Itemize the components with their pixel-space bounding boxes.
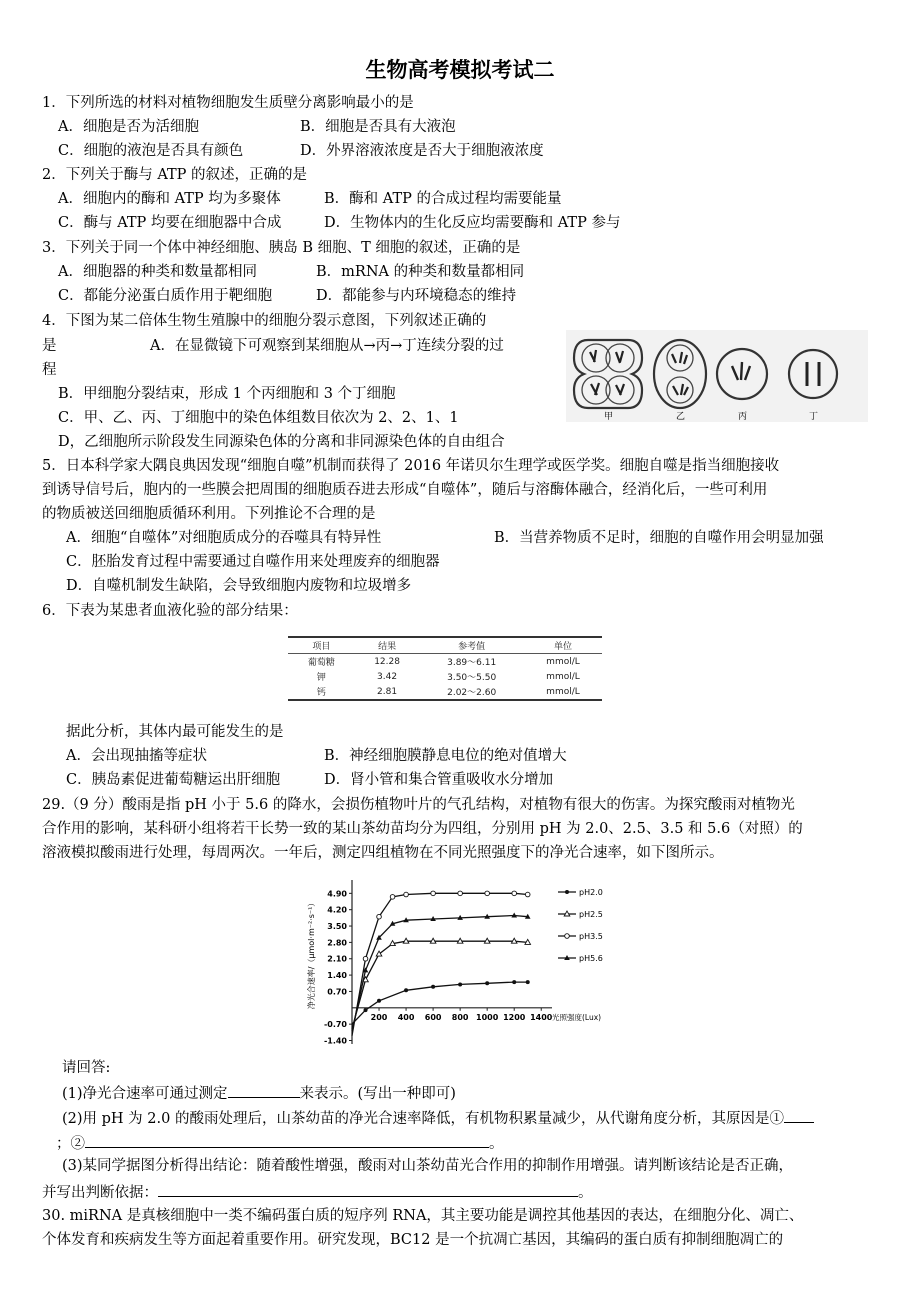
x-tick-label: 600 — [424, 1012, 442, 1022]
q2-option-d: D．生物体内的生化反应均需要酶和 ATP 参与 — [324, 215, 621, 231]
q2-option-b: B．酶和 ATP 的合成过程均需要能量 — [324, 191, 562, 207]
q5-line-3: 的物质被送回细胞质循环利用。下列推论不合理的是 — [42, 506, 376, 522]
q4-stem-cont: 是 — [42, 338, 57, 354]
x-tick-label: 1400 — [530, 1012, 553, 1022]
x-tick-label: 200 — [370, 1012, 388, 1022]
q4-option-c: C．甲、乙、丙、丁细胞中的染色体组数目依次为 2、2、1、1 — [58, 410, 459, 426]
q3-option-a: A．细胞器的种类和数量都相同 — [58, 264, 257, 280]
y-tick-label: -1.40 — [323, 1036, 347, 1046]
table-header: 项目 — [312, 642, 331, 652]
q1-stem: 1．下列所选的材料对植物细胞发生质壁分离影响最小的是 — [42, 95, 414, 111]
table-cell: 12.28 — [374, 656, 400, 667]
data-point — [404, 892, 409, 897]
label-bing: 丙 — [738, 412, 748, 422]
q1-option-c: C．细胞的液泡是否具有颜色 — [58, 143, 244, 159]
chart-legend — [558, 888, 603, 963]
q3-stem: 3．下列关于同一个体中神经细胞、胰岛 B 细胞、T 细胞的叙述，正确的是 — [42, 240, 521, 256]
blood-test-table — [288, 636, 602, 701]
net-photosynthesis-chart — [290, 870, 630, 1056]
q29-sub2-a: (2)用 pH 为 2.0 的酸雨处理后，山茶幼苗的净光合速率降低，有机物积累量减少，从代谢角度分析，其原因是① — [62, 1111, 784, 1127]
table-cell: 3.89～6.11 — [447, 658, 497, 668]
label-ding: 丁 — [809, 412, 819, 422]
q29-sub1-a: (1)净光合速率可通过测定 — [62, 1086, 228, 1102]
q1-option-d: D．外界溶液浓度是否大于细胞液浓度 — [300, 143, 544, 159]
label-yi: 乙 — [676, 412, 686, 422]
q6-after: 据此分析，其体内最可能发生的是 — [66, 724, 284, 740]
table-header: 结果 — [378, 642, 397, 652]
y-tick-label: 0.70 — [327, 987, 347, 997]
table-cell: mmol/L — [546, 686, 580, 697]
data-point — [565, 890, 569, 894]
table-cell: 3.42 — [377, 671, 398, 682]
y-tick-label: 4.20 — [327, 905, 347, 915]
q2-option-a: A．细胞内的酶和 ATP 均为多聚体 — [58, 191, 281, 207]
q2-stem: 2．下列关于酶与 ATP 的叙述，正确的是 — [42, 167, 308, 183]
table-row — [288, 654, 602, 669]
x-tick-label: 1200 — [503, 1012, 526, 1022]
q29-sub1-b: 来表示。(写出一种即可) — [299, 1086, 456, 1102]
x-axis-label: 光照强度(Lux) — [552, 1012, 602, 1022]
answer-blank-4[interactable] — [158, 1181, 578, 1197]
q29-sub3-b: 并写出判断依据： — [42, 1185, 158, 1201]
data-point — [404, 988, 408, 992]
data-point — [431, 985, 435, 989]
y-axis-label: 净光合速率/（μmol·m⁻²·s⁻¹） — [307, 898, 316, 1010]
q5-option-c: C．胚胎发育过程中需要通过自噬作用来处理废弃的细胞器 — [66, 554, 440, 570]
legend-label: pH3.5 — [579, 932, 603, 941]
q4-option-d: D，乙细胞所示阶段发生同源染色体的分离和非同源染色体的自由组合 — [58, 434, 505, 450]
q29-sub2 — [62, 1107, 814, 1129]
q1-option-b: B．细胞是否具有大液泡 — [300, 119, 456, 135]
answer-blank-1[interactable] — [228, 1082, 300, 1098]
q5-line-1: 5．日本科学家大隅良典因发现“细胞自噬”机制而获得了 2016 年诺贝尔生理学或医学奖。细胞自噬是指当细胞接收 — [42, 458, 780, 474]
page-title: 生物高考模拟考试二 — [365, 58, 555, 82]
data-point — [512, 980, 516, 984]
y-tick-label: 4.90 — [327, 889, 347, 899]
data-point — [525, 892, 530, 897]
q29-line-2: 合作用的影响，某科研小组将若干长势一致的某山茶幼苗均分为四组，分别用 pH 为 2.0、2.5、3.5 和 5.6（对照）的 — [42, 821, 803, 837]
q3-option-c: C．都能分泌蛋白质作用于靶细胞 — [58, 288, 273, 304]
q29-sub3-cont — [42, 1181, 593, 1203]
q4-option-b: B．甲细胞分裂结束，形成 1 个丙细胞和 3 个丁细胞 — [58, 386, 396, 402]
x-tick-label: 800 — [451, 1012, 469, 1022]
data-point — [458, 891, 463, 896]
table-row — [288, 684, 602, 699]
data-point — [377, 999, 381, 1003]
table-cell: 葡萄糖 — [307, 658, 335, 668]
data-point — [485, 891, 490, 896]
data-point — [565, 934, 570, 939]
table-row — [288, 669, 602, 684]
y-tick-label: 3.50 — [327, 922, 347, 932]
data-point — [485, 981, 489, 985]
x-tick-label: 400 — [397, 1012, 415, 1022]
q5-option-a: A．细胞“自噬体”对细胞质成分的吞噬具有特异性 — [66, 530, 382, 546]
q5-line-2: 到诱导信号后，胞内的一些膜会把周围的细胞质吞进去形成“自噬体”，随后与溶酶体融合，经消化后，一些可利用 — [42, 482, 768, 498]
q2-option-c: C．酶与 ATP 均要在细胞器中合成 — [58, 215, 282, 231]
table-header: 参考值 — [458, 642, 486, 652]
table-cell: mmol/L — [546, 671, 580, 682]
q1-option-a: A．细胞是否为活细胞 — [58, 119, 199, 135]
q5-option-b: B．当营养物质不足时，细胞的自噬作用会明显加强 — [494, 530, 824, 546]
q3-option-d: D．都能参与内环境稳态的维持 — [316, 288, 517, 304]
data-point — [512, 891, 517, 896]
x-tick-label: 1000 — [476, 1012, 499, 1022]
q30-line-1: 30. miRNA 是真核细胞中一类不编码蛋白质的短序列 RNA，其主要功能是调控其他基因的表达，在细胞分化、凋亡、 — [42, 1208, 804, 1224]
table-cell: 2.81 — [377, 686, 398, 697]
cell-division-figure — [566, 330, 868, 422]
q29-line-3: 溶液模拟酸雨进行处理，每周两次。一年后，测定四组植物在不同光照强度下的净光合速率，如下图所示。 — [42, 845, 724, 861]
q5-option-d: D．自噬机制发生缺陷，会导致细胞内废物和垃圾增多 — [66, 578, 412, 594]
q3-option-b: B．mRNA 的种类和数量都相同 — [316, 264, 525, 280]
table-cell: 钙 — [316, 688, 326, 698]
q29-line-1: 29.（9 分）酸雨是指 pH 小于 5.6 的降水，会损伤植物叶片的气孔结构，对植物有很大的伤害。为探究酸雨对植物光 — [42, 797, 795, 813]
y-tick-label: 2.80 — [327, 938, 347, 948]
data-point — [458, 982, 462, 986]
table-cell: 2.02～2.60 — [447, 688, 497, 698]
q30-line-2: 个体发育和疾病发生等方面起着重要作用。研究发现，BC12 是一个抗凋亡基因，其编码的蛋白质有抑制细胞凋亡的 — [42, 1232, 784, 1248]
data-point — [526, 980, 530, 984]
y-tick-label: -0.70 — [323, 1020, 347, 1030]
q29-sub3-c: 。 — [578, 1185, 593, 1201]
table-cell: mmol/L — [546, 656, 580, 667]
data-point — [431, 891, 436, 896]
lab-table — [288, 638, 602, 699]
label-jia: 甲 — [604, 412, 614, 422]
answer-blank-2[interactable] — [784, 1107, 814, 1123]
q6-option-a: A．会出现抽搐等症状 — [66, 748, 207, 764]
data-point — [377, 914, 382, 919]
chart-axes — [306, 880, 601, 1045]
q6-option-d: D．肾小管和集合管重吸收水分增加 — [324, 772, 554, 788]
legend-label: pH5.6 — [579, 954, 603, 963]
data-point — [390, 895, 395, 900]
data-point — [363, 956, 368, 961]
y-tick-label: 1.40 — [327, 971, 347, 981]
q4-stem: 4．下图为某二倍体生物生殖腺中的细胞分裂示意图，下列叙述正确的 — [42, 313, 487, 329]
q4-option-a: A．在显微镜下可观察到某细胞从→丙→丁连续分裂的过 — [150, 338, 504, 354]
y-tick-label: 2.10 — [327, 954, 347, 964]
q29-sub1 — [62, 1082, 456, 1104]
q6-stem: 6．下表为某患者血液化验的部分结果： — [42, 603, 298, 619]
q29-ask: 请回答: — [62, 1060, 111, 1076]
q29-sub2-cont — [56, 1132, 504, 1154]
q6-option-c: C．胰岛素促进葡萄糖运出肝细胞 — [66, 772, 281, 788]
legend-label: pH2.0 — [579, 888, 603, 897]
q4-option-a-cont: 程 — [42, 362, 57, 378]
table-cell: 3.50～5.50 — [447, 673, 497, 683]
data-point — [364, 1008, 368, 1012]
q29-sub2-b: ；② — [56, 1136, 85, 1152]
q29-sub2-c: 。 — [489, 1136, 504, 1152]
table-header-row — [288, 638, 602, 654]
answer-blank-3[interactable] — [85, 1132, 489, 1148]
q6-option-b: B．神经细胞膜静息电位的绝对值增大 — [324, 748, 567, 764]
table-header: 单位 — [553, 642, 572, 652]
q29-sub3: (3)某同学据图分析得出结论：随着酸性增强，酸雨对山茶幼苗光合作用的抑制作用增强。请判断该结论是否正确， — [62, 1158, 794, 1174]
legend-label: pH2.5 — [579, 910, 603, 919]
table-cell: 钾 — [316, 673, 326, 683]
